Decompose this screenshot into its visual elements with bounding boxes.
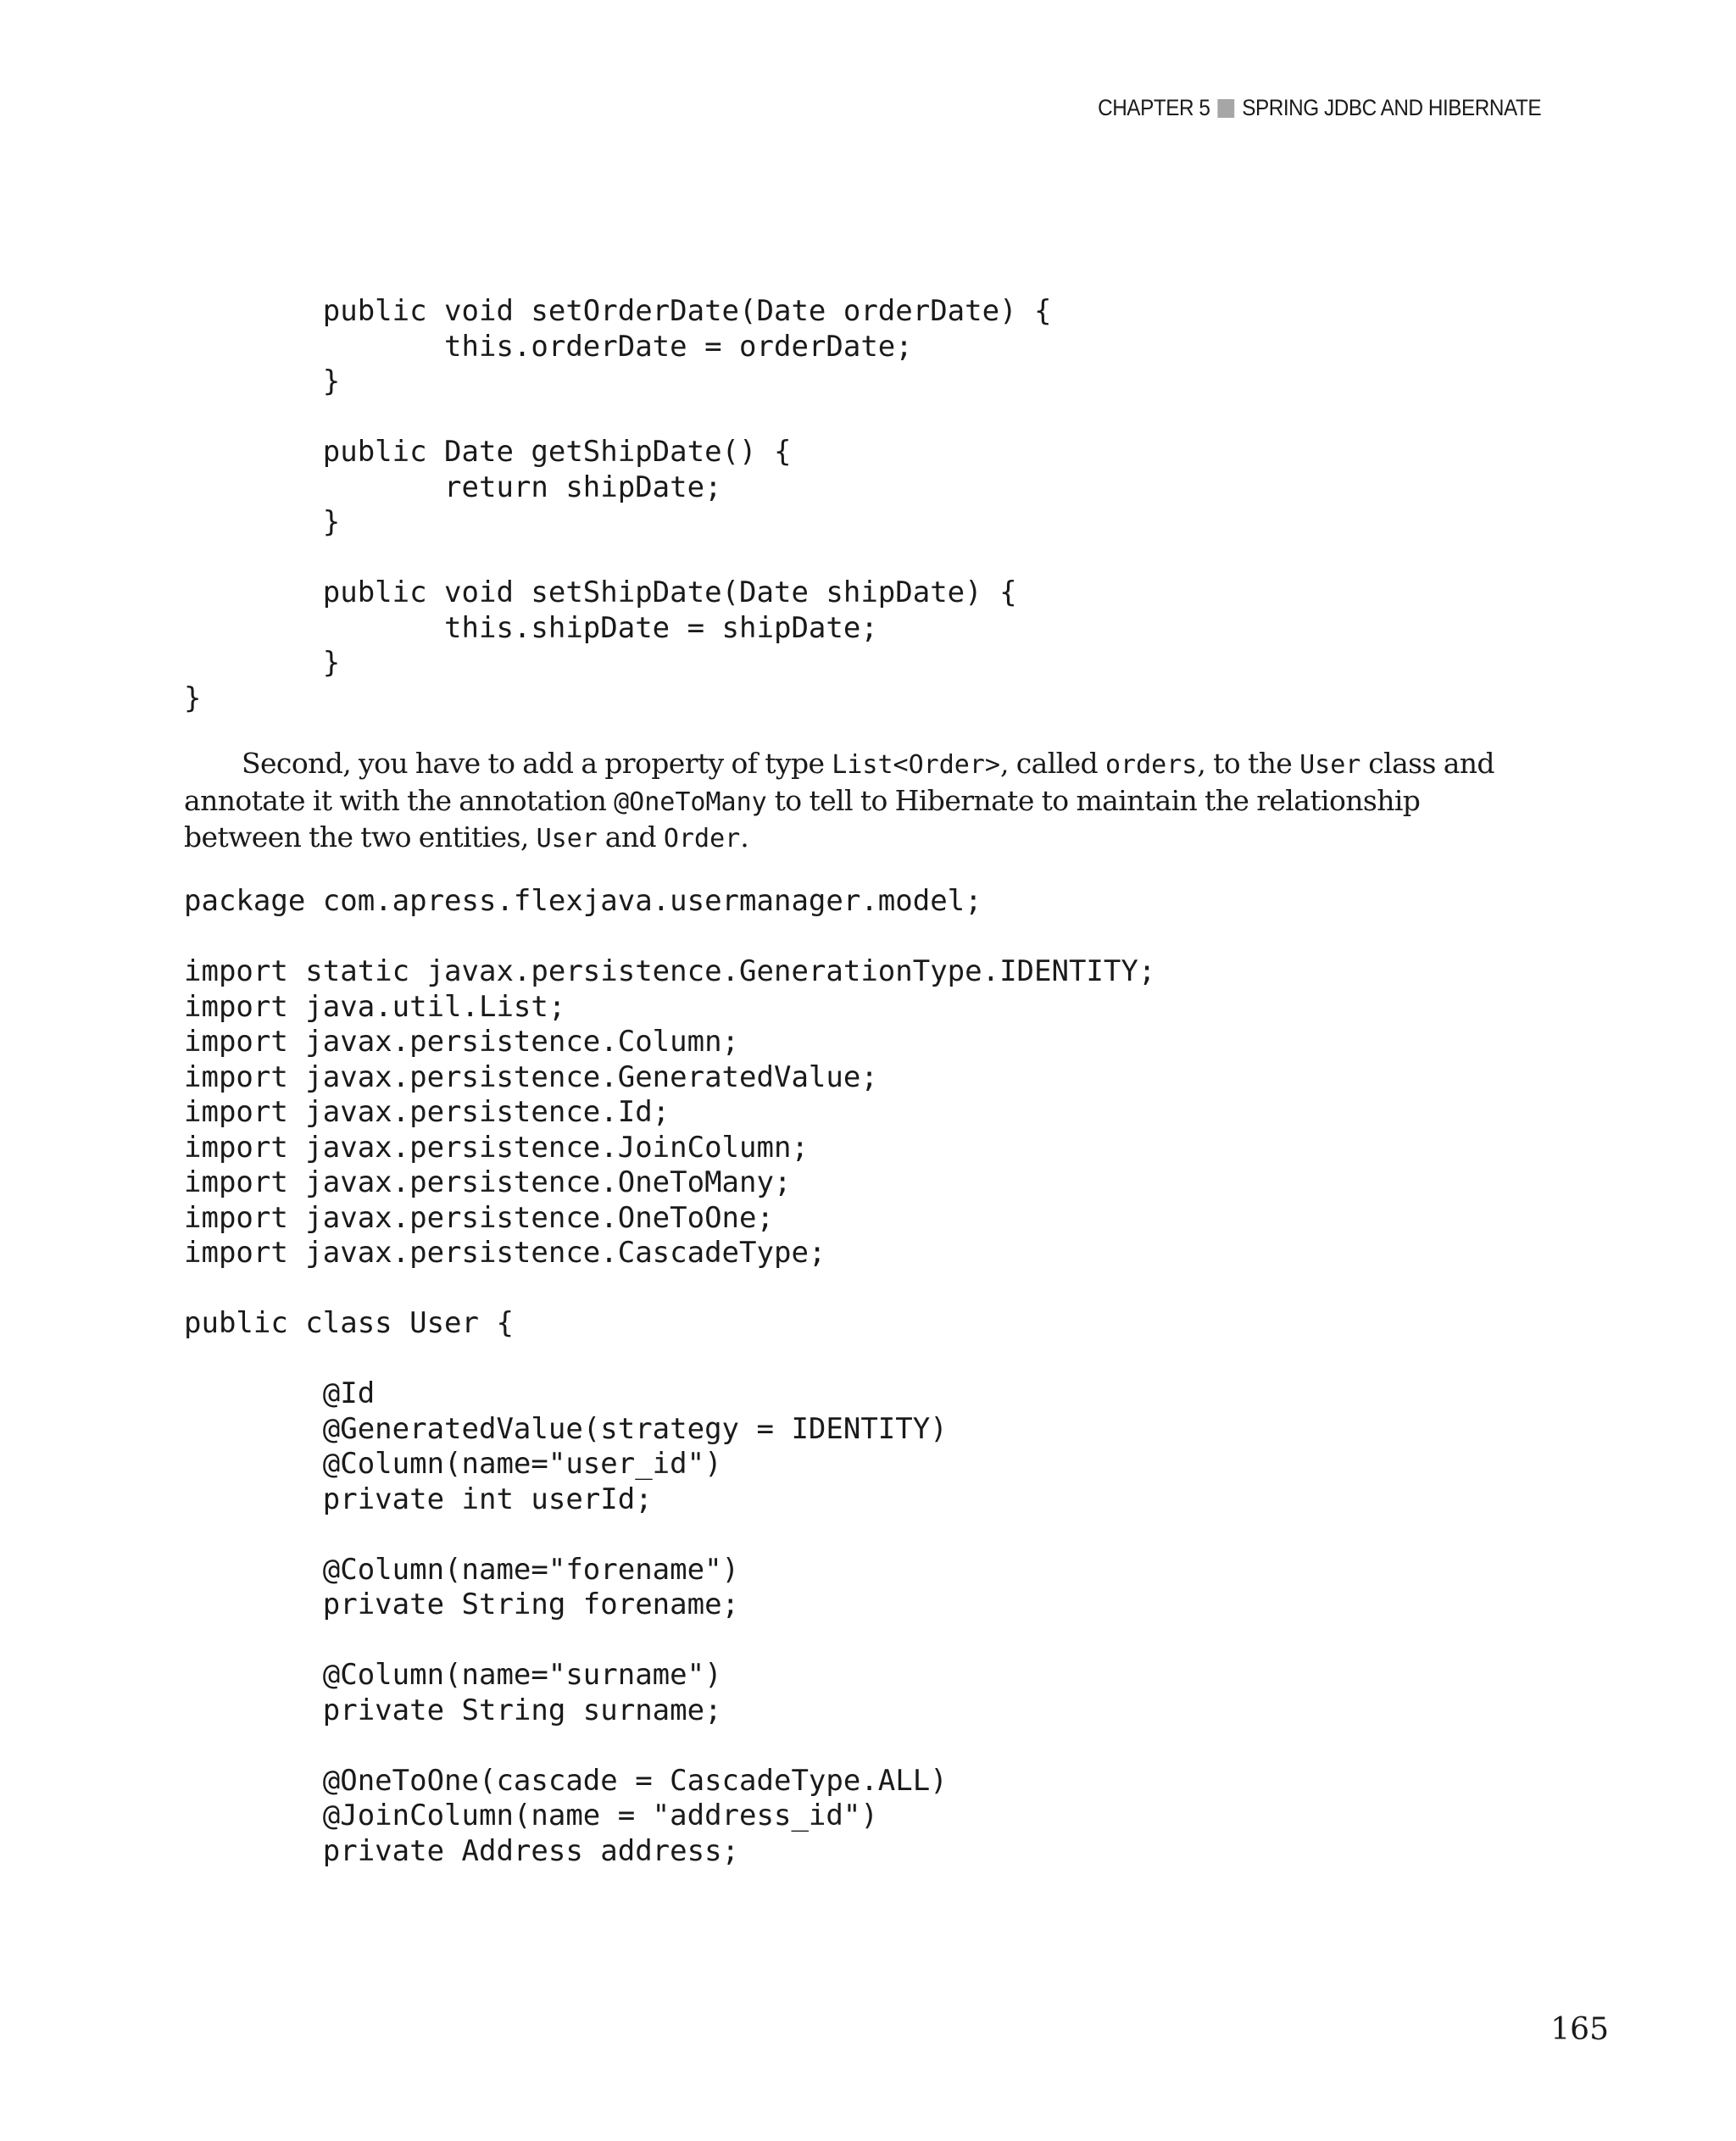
inline-code: List<Order> [832, 750, 1000, 780]
inline-code: Order [663, 824, 741, 854]
inline-code: User [536, 824, 598, 854]
inline-code: User [1299, 750, 1361, 780]
paragraph-text: . [740, 820, 749, 854]
chapter-label: CHAPTER 5 [1097, 95, 1210, 120]
page-number: 165 [1550, 2012, 1609, 2047]
paragraph-text: and [597, 820, 664, 854]
code-listing-bottom: package com.apress.flexjava.usermanager.model; import static javax.persistence.GenerationType.IDENTITY; import java.util.List; import javax.persistence.Column; import javax.persistence.GeneratedValue; import javax.persistence.Id; import javax.persistence.JoinColumn; import javax.persistence.OneToMany; import javax.persistence.OneToOne; import javax.persistence.CascadeType; public class User { @Id @GeneratedValue(strategy = IDENTITY) @Column(name="user_id") private int userId; @Column(name="forename") private String forename; @Column(name="surname") private String surname; @OneToOne(cascade = CascadeType.ALL) @JoinColumn(name = "address_id") private Address address; [184, 884, 1156, 1868]
paragraph-text: class and annotate it with the annotation [184, 747, 1494, 817]
inline-code: @OneToMany [614, 787, 767, 817]
body-paragraph [184, 746, 1506, 857]
running-header [1098, 95, 1541, 121]
code-listing-top: public void setOrderDate(Date orderDate) { this.orderDate = orderDate; } public Date getShipDate() { return shipDate; } public void setShipDate(Date shipDate) { this.shipDate = shipDate; } } [184, 294, 1052, 715]
paragraph-text: , to the [1197, 747, 1300, 780]
paragraph-text: Second, you have to add a property of type [242, 747, 832, 780]
paragraph-text: , called [999, 747, 1105, 780]
inline-code: orders [1104, 750, 1198, 780]
paragraph-text: to tell to Hibernate to maintain the relationship between the two entities, [184, 783, 1421, 854]
chapter-title: SPRING JDBC AND HIBERNATE [1242, 95, 1541, 120]
separator-square-icon [1217, 99, 1234, 118]
